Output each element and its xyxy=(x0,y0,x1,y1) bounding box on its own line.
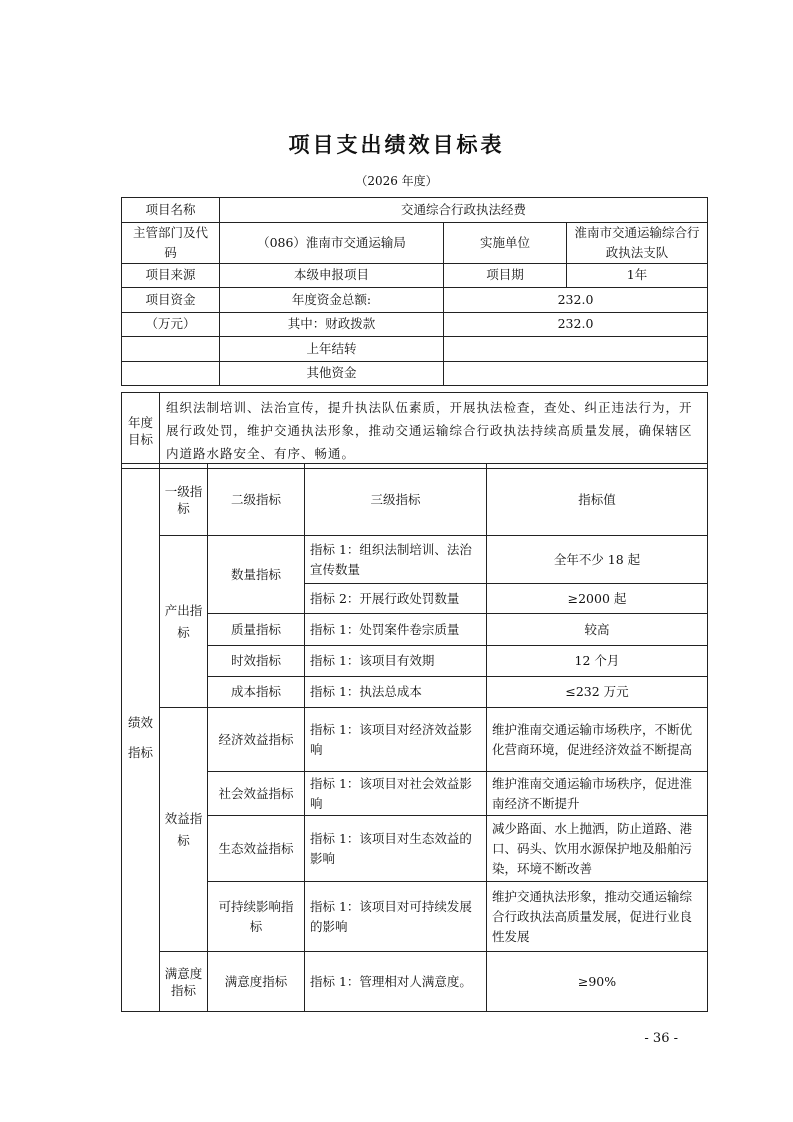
table-row xyxy=(122,708,708,772)
level3-cell: 指标 1：该项目对社会效益影响 xyxy=(305,772,487,816)
fiscal-value: 232.0 xyxy=(444,312,708,337)
table-row xyxy=(122,772,708,816)
level3-cell: 指标 2：开展行政处罚数量 xyxy=(305,584,487,614)
table-row xyxy=(122,464,708,536)
empty-cell xyxy=(122,361,220,386)
source-value: 本级申报项目 xyxy=(220,263,444,288)
level2-cell: 经济效益指标 xyxy=(208,708,305,772)
level2-cell: 成本指标 xyxy=(208,677,305,708)
level2-cell: 社会效益指标 xyxy=(208,772,305,816)
level3-cell: 指标 1：该项目有效期 xyxy=(305,646,487,677)
table-row xyxy=(122,222,708,263)
header-level3: 三级指标 xyxy=(305,464,487,536)
goal-label: 年度目标 xyxy=(122,393,160,469)
effect-indicator-label: 效益指标 xyxy=(160,708,208,952)
project-name-label: 项目名称 xyxy=(122,198,220,223)
level2-cell: 质量指标 xyxy=(208,614,305,646)
level3-cell: 指标 1：该项目对可持续发展的影响 xyxy=(305,882,487,952)
value-cell: 12 个月 xyxy=(487,646,708,677)
year-subtitle: （2026 年度） xyxy=(355,174,438,188)
level2-cell: 生态效益指标 xyxy=(208,816,305,882)
value-cell: 减少路面、水上抛洒，防止道路、港口、码头、饮用水源保护地及船舶污染，环境不断改善 xyxy=(487,816,708,882)
header-level1: 一级指标 xyxy=(160,464,208,536)
project-name-value: 交通综合行政执法经费 xyxy=(220,198,708,223)
indicators-table xyxy=(121,463,708,1012)
table-row xyxy=(122,614,708,646)
table-row xyxy=(122,263,708,288)
table-row xyxy=(122,816,708,882)
dept-label: 主管部门及代码 xyxy=(122,222,220,263)
period-value: 1年 xyxy=(567,263,708,288)
level3-cell: 指标 1：处罚案件卷宗质量 xyxy=(305,614,487,646)
table-row xyxy=(122,393,708,469)
value-cell: 较高 xyxy=(487,614,708,646)
level3-cell: 指标 1：执法总成本 xyxy=(305,677,487,708)
table-row xyxy=(122,288,708,313)
table-row xyxy=(122,312,708,337)
satisfaction-indicator-label: 满意度指标 xyxy=(160,952,208,1012)
value-cell: ≥90% xyxy=(487,952,708,1012)
other-fund-value xyxy=(444,361,708,386)
basic-info-table xyxy=(121,197,708,386)
level2-cell: 满意度指标 xyxy=(208,952,305,1012)
other-fund-label: 其他资金 xyxy=(220,361,444,386)
table-row xyxy=(122,198,708,223)
value-cell: 维护淮南交通运输市场秩序，促进淮南经济不断提升 xyxy=(487,772,708,816)
table-row xyxy=(122,882,708,952)
fund-label-2: （万元） xyxy=(122,312,220,337)
unit-value: 淮南市交通运输综合行政执法支队 xyxy=(567,222,708,263)
fund-label-1: 项目资金 xyxy=(122,288,220,313)
level3-cell: 指标 1：管理相对人满意度。 xyxy=(305,952,487,1012)
level3-cell: 指标 1：组织法制培训、法治宣传数量 xyxy=(305,536,487,584)
output-indicator-label: 产出指标 xyxy=(160,536,208,708)
unit-label: 实施单位 xyxy=(444,222,567,263)
carryover-label: 上年结转 xyxy=(220,337,444,362)
annual-goal-table xyxy=(121,392,708,469)
header-level2: 二级指标 xyxy=(208,464,305,536)
level2-cell: 时效指标 xyxy=(208,646,305,677)
empty-cell xyxy=(122,337,220,362)
goal-text: 组织法制培训、法治宣传，提升执法队伍素质，开展执法检查，查处、纠正违法行为，开展行政处罚，维护交通执法形象，推动交通运输综合行政执法持续高质量发展，确保辖区内道路水路安全、有序、畅通。 xyxy=(160,393,708,469)
value-cell: 全年不少 18 起 xyxy=(487,536,708,584)
page-number: - 36 - xyxy=(644,1031,678,1046)
value-cell: 维护淮南交通运输市场秩序，不断优化营商环境，促进经济效益不断提高 xyxy=(487,708,708,772)
value-cell: 维护交通执法形象，推动交通运输综合行政执法高质量发展，促进行业良性发展 xyxy=(487,882,708,952)
value-cell: ≤232 万元 xyxy=(487,677,708,708)
table-row xyxy=(122,536,708,584)
total-fund-value: 232.0 xyxy=(444,288,708,313)
table-row xyxy=(122,952,708,1012)
table-row xyxy=(122,677,708,708)
table-row xyxy=(122,361,708,386)
value-cell: ≥2000 起 xyxy=(487,584,708,614)
table-row xyxy=(122,337,708,362)
header-value: 指标值 xyxy=(487,464,708,536)
level2-cell: 可持续影响指标 xyxy=(208,882,305,952)
level2-cell: 数量指标 xyxy=(208,536,305,614)
source-label: 项目来源 xyxy=(122,263,220,288)
total-fund-label: 年度资金总额: xyxy=(220,288,444,313)
level3-cell: 指标 1：该项目对经济效益影响 xyxy=(305,708,487,772)
performance-indicator-label: 绩效指标 xyxy=(122,464,160,1012)
dept-value: （086）淮南市交通运输局 xyxy=(220,222,444,263)
period-label: 项目期 xyxy=(444,263,567,288)
fiscal-label: 其中：财政拨款 xyxy=(220,312,444,337)
level3-cell: 指标 1：该项目对生态效益的影响 xyxy=(305,816,487,882)
carryover-value xyxy=(444,337,708,362)
page-title: 项目支出绩效目标表 xyxy=(288,133,505,157)
table-row xyxy=(122,646,708,677)
